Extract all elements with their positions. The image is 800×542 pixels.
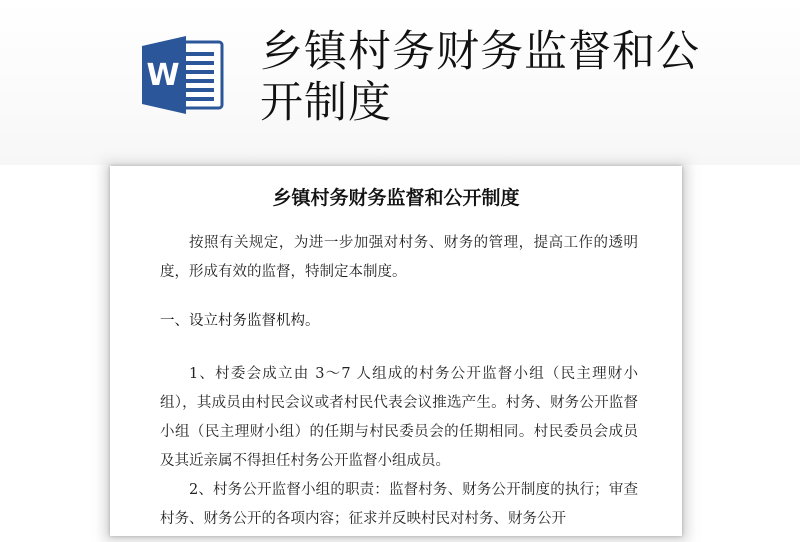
document-title: 乡镇村务财务监督和公开制度 [272,187,520,209]
svg-text:W: W [146,58,180,93]
section-heading: 一、设立村务监督机构。 [160,313,320,329]
banner-title: 乡镇村务财务监督和公开制度 [260,27,700,128]
list-item: 1、村委会成立由 3～7 人组成的村务公开监督小组（民主理财小组），其成员由村民会议或者村民代表会议推选产生。村务、财务公开监督小组（民主理财小组）的任期与村民委员会的任期相同。村民委员会成员及其近亲属不得担任村务公开监督小组成员。 [160,366,638,469]
document-page [110,166,682,536]
list-item: 2、村务公开监督小组的职责：监督村务、财务公开制度的执行；审查村务、财务公开的各项内容；征求并反映村民对村务、财务公开 [160,482,638,527]
word-document-icon [142,36,224,114]
intro-paragraph: 按照有关规定，为进一步加强对村务、财务的管理，提高工作的透明度，形成有效的监督，特制定本制度。 [160,235,638,280]
